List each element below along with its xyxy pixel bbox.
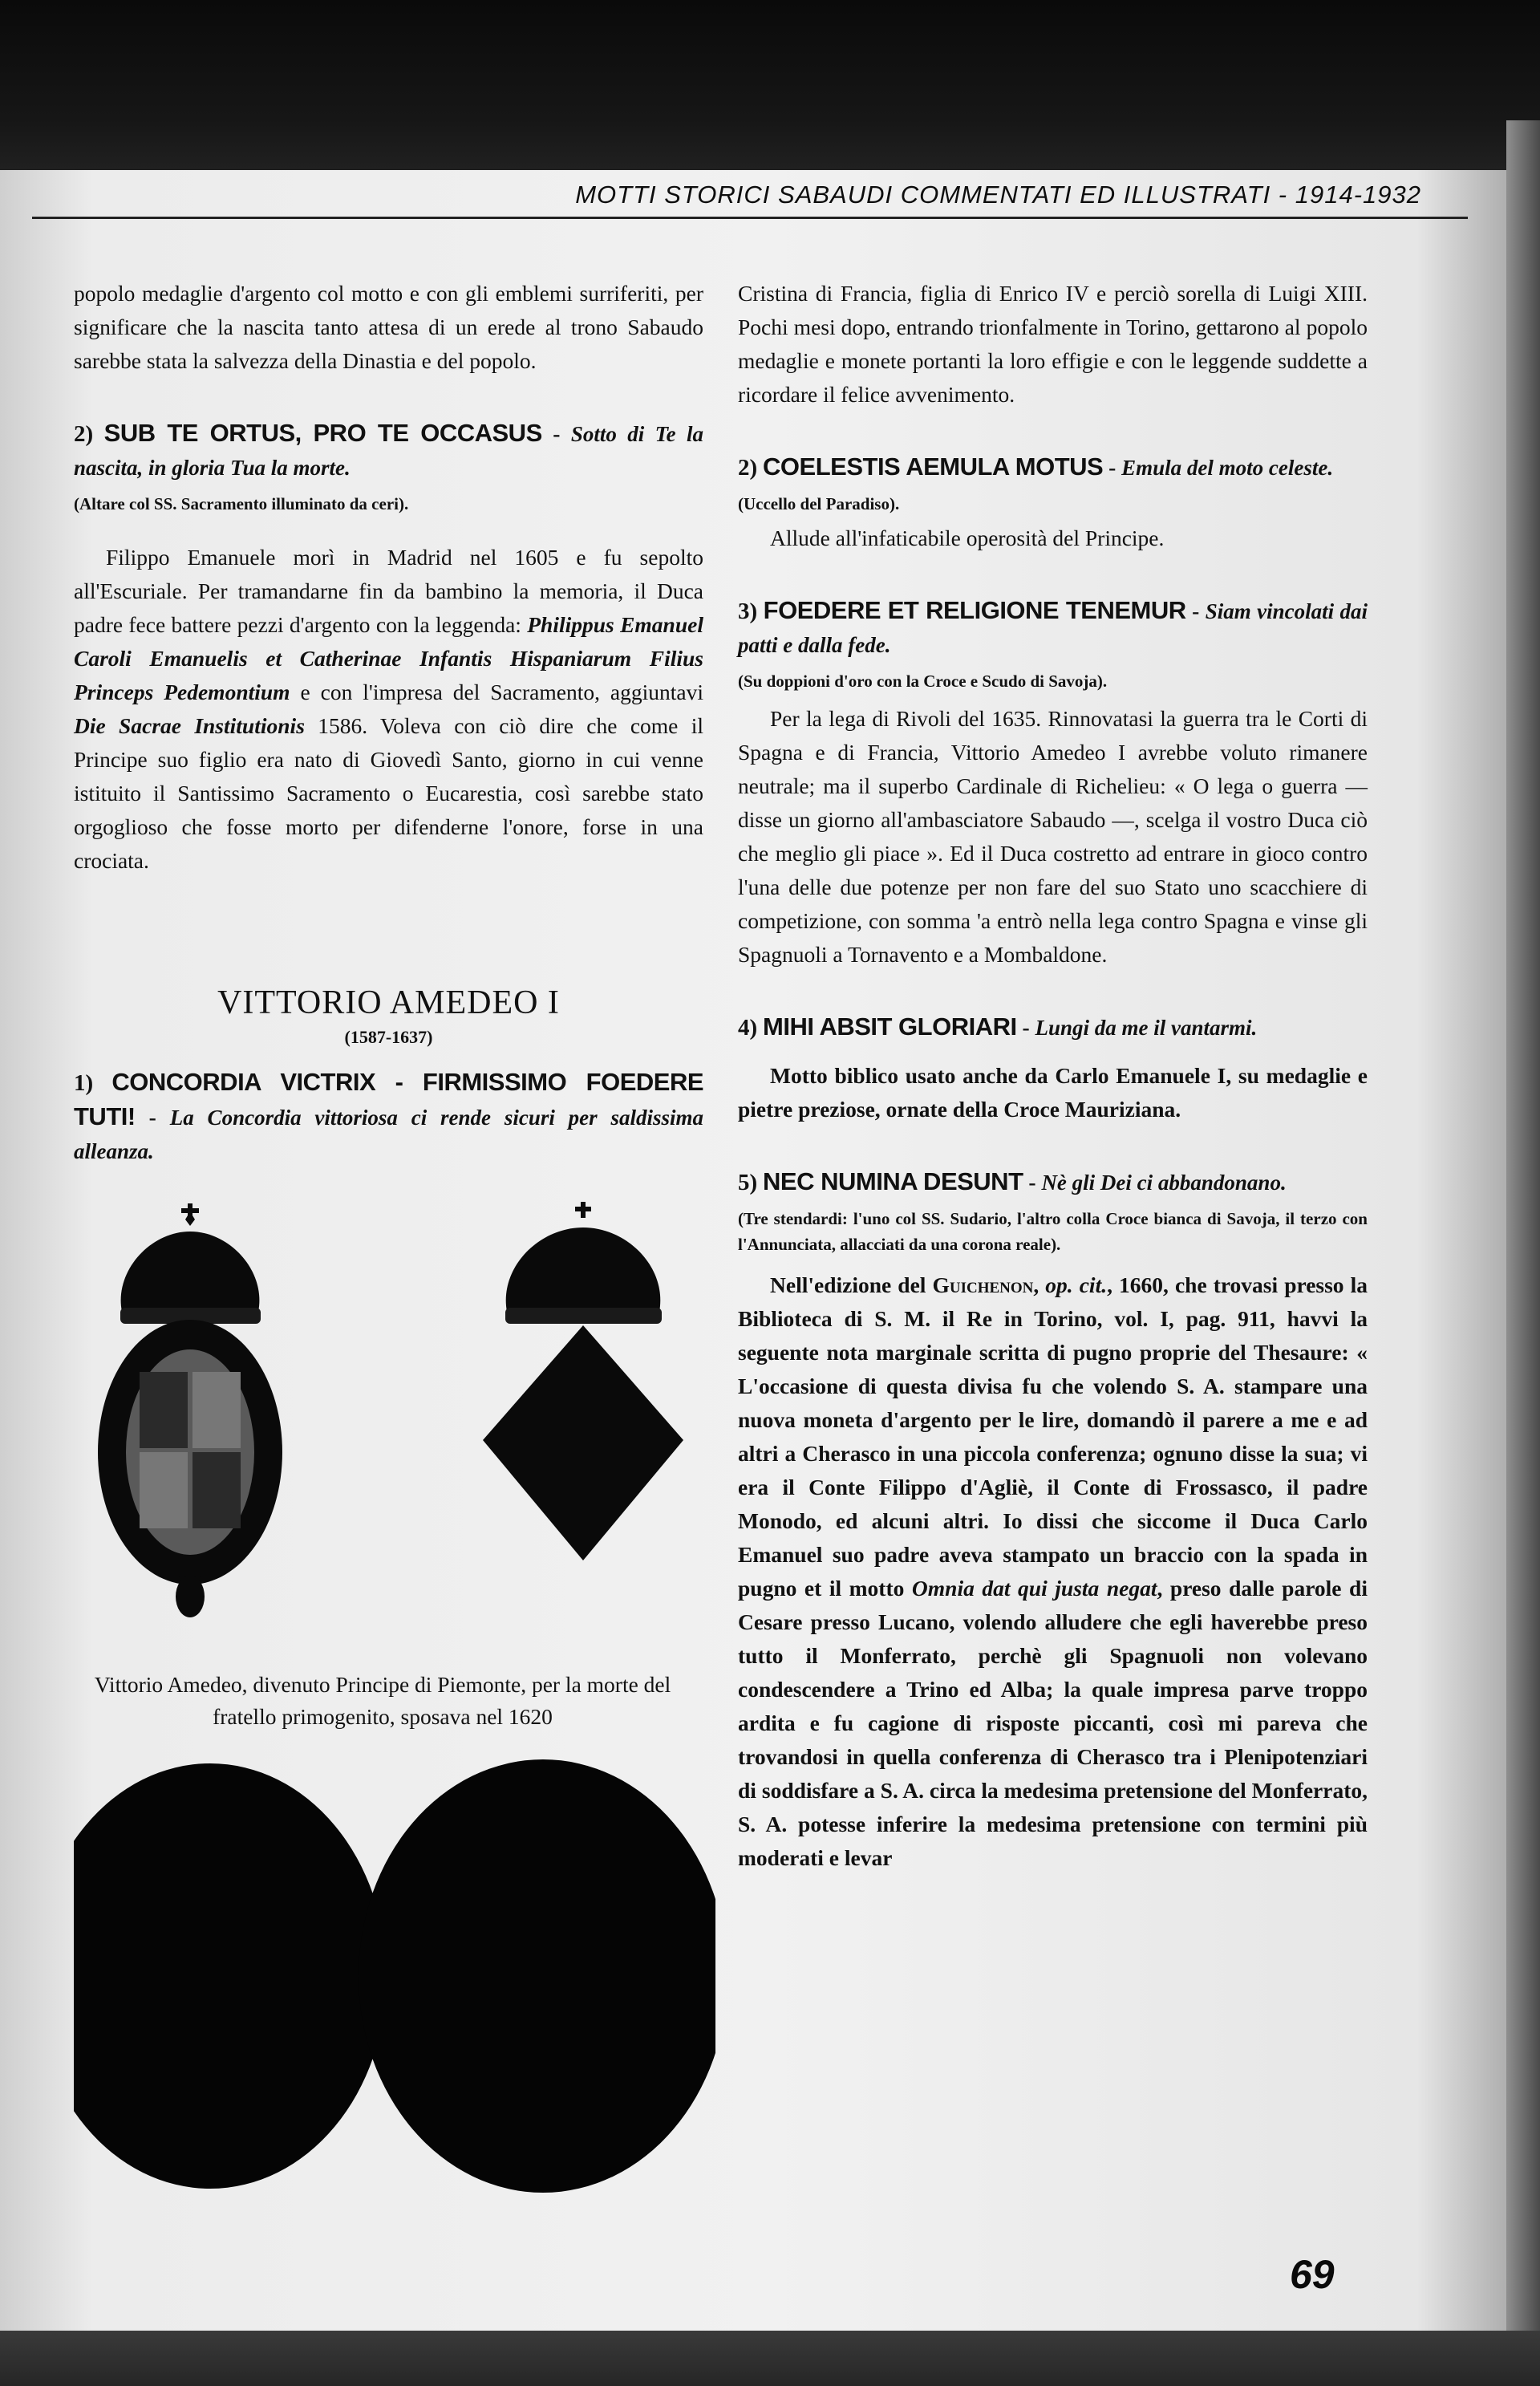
right-scan-edge — [1506, 120, 1540, 2335]
motto-heading-mihi-absit: 4) MIHI ABSIT GLORIARI - Lungi da me il vantarmi. — [738, 1012, 1258, 1041]
motto-translation: Nè gli Dei ci abbandonano. — [1041, 1171, 1287, 1195]
motto-heading-foedere: 3) FOEDERE ET RELIGIONE TENEMUR - Siam vincolati dai patti e dalla fede. — [738, 596, 1368, 657]
header-rule — [32, 217, 1468, 219]
right-intro-paragraph: Cristina di Francia, figlia di Enrico IV e perciò sorella di Luigi XIII. Pochi mesi dopo, entrando trionfalmente in Torino, gettarono al popolo medaglie e monete portanti la loro effigie e con le leggende suddette a ricordare il felice avvenimento. — [738, 281, 1368, 407]
motto-note: (Uccello del Paradiso). — [738, 494, 900, 513]
bottom-scan-border — [0, 2331, 1540, 2386]
page-number: 69 — [1290, 2252, 1335, 2297]
motto-translation: La Concordia vittoriosa ci rende sicuri per saldissima alleanza. — [74, 1106, 703, 1163]
motto-translation: Siam vincolati dai patti e dalla fede. — [738, 599, 1368, 657]
right-column — [738, 277, 1368, 2299]
motto-latin: CONCORDIA VICTRIX - FIRMISSIMO FOEDERE TUTI! — [74, 1068, 704, 1130]
motto-note: (Tre stendardi: l'uno col SS. Sudario, l'altro colla Croce bianca di Savoja, il terzo con l'Annunciata, allacciati da una corona reale). — [738, 1209, 1368, 1254]
section-dates: (1587-1637) — [344, 1027, 433, 1047]
left-intro-paragraph: popolo medaglie d'argento col motto e con gli emblemi surriferiti, per significare che la nascita tanto attesa di un erede al trono Sabaudo sarebbe stata la salvezza della Dinastia e del popolo. — [74, 281, 703, 373]
motto-latin: NEC NUMINA DESUNT — [763, 1167, 1023, 1195]
emblem-svg — [74, 1195, 703, 1645]
motto-translation: Emula del moto celeste. — [1121, 456, 1334, 480]
right-paragraph-mihi-absit: Motto biblico usato anche da Carlo Emanuele I, su medaglie e pietre preziose, ornate della Croce Mauriziana. — [738, 1063, 1368, 1122]
illustration-caption: Vittorio Amedeo, divenuto Principe di Piemonte, per la morte del fratello primogenito, sposava nel 1620 — [94, 1672, 671, 1729]
top-scan-border — [0, 0, 1540, 170]
motto-heading-coelestis: 2) COELESTIS AEMULA MOTUS - Emula del moto celeste. — [738, 452, 1334, 481]
left-body-paragraph: Filippo Emanuele morì in Madrid nel 1605 e fu sepolto all'Escuriale. Per tramandarne fin da bambino la memoria, il Duca padre fece battere pezzi d'argento con la leggenda: Philippus Emanuel Caroli Emanuelis et Catherinae Infantis Hispaniarum Filius Princeps Pedemontium e con l'impresa del Sacramento, aggiuntavi Die Sacrae Institutionis 1586. Voleva con ciò dire che come il Principe suo figlio era nato di Giovedì Santo, giorno in cui venne istituito il Santissimo Sacramento o Eucarestia, così sarebbe stato orgoglioso che fosse morto per difenderne l'onore, forse in una crociata. — [74, 545, 704, 873]
emblem-illustrations — [74, 1195, 703, 1645]
right-paragraph-coelestis: Allude all'infaticabile operosità del Principe. — [770, 525, 1165, 550]
motto-latin: COELESTIS AEMULA MOTUS — [763, 452, 1104, 481]
motto-heading-nec-numina: 5) NEC NUMINA DESUNT - Nè gli Dei ci abbandonano. — [738, 1167, 1287, 1195]
motto-note: (Altare col SS. Sacramento illuminato da ceri). — [74, 494, 409, 513]
motto-note: (Su doppioni d'oro con la Croce e Scudo di Savoja). — [738, 672, 1108, 691]
motto-latin: MIHI ABSIT GLORIARI — [763, 1012, 1017, 1041]
medals-illustration — [74, 1743, 715, 2289]
right-paragraph-nec-numina: Nell'edizione del Guichenon, op. cit., 1660, che trovasi presso la Biblioteca di S. M. il Re in Torino, vol. I, pag. 911, havvi la seguente nota marginale scritta di pugno proprie del Thesaure: « L'occasione di questa divisa fu che volendo S. A. stampare una nuova moneta d'argento per le lire, domandò il parere a me e ad altri a Cherasco in una piccola conferenza; ognuno disse la sua; vi era il Conte Filippo d'Agliè, il Conte di Frossasco, il padre Monodo, ed alcuni altri. Io dissi che siccome il Duca Carlo Emanuel suo padre aveva stampato un braccio con la spada in pugno et il motto Omnia dat qui justa negat, preso dalle parole di Cesare presso Lucano, volendo alludere che egli haverebbe preso tutto il Monferrato, perchè gli Spagnuoli non volevano condescendere a Trino ed Alba; la quale impresa parve troppo ardita e fu cagione di risposte piccanti, così mi pareva che trovandosi in quella conferenza di Cherasco tra i Plenipotenziari di soddisfare a S. A. circa la medesima pretensione del Monferrato, S. A. potesse inferire la medesima pretensione con termini più moderati e levar — [738, 1272, 1368, 1870]
crowned-lozenge-emblem — [483, 1202, 683, 1560]
motto-heading-sub-te-ortus: 2) SUB TE ORTUS, PRO TE OCCASUS - Sotto di Te la nascita, in gloria Tua la morte. — [74, 419, 703, 480]
motto-latin: FOEDERE ET RELIGIONE TENEMUR — [763, 596, 1186, 624]
motto-latin: SUB TE ORTUS, PRO TE OCCASUS — [103, 419, 542, 447]
motto-translation: Lungi da me il vantarmi. — [1035, 1016, 1258, 1040]
section-title: VITTORIO AMEDEO I — [217, 984, 560, 1021]
right-paragraph-foedere: Per la lega di Rivoli del 1635. Rinnovatasi la guerra tra le Corti di Spagna e di Francia, Vittorio Amedeo I avrebbe voluto rimanere neutrale; ma il superbo Cardinale di Richelieu: « O lega o guerra — disse un giorno all'ambasciatore Sabaudo —, scelga il vostro Duca ciò che meglio gli piace ». Ed il Duca costretto ad entrare in gioco contro l'una delle due potenze per non fare del suo Stato uno scacchiere di competizione, con somma 'a entrò nella lega contro Spagna e vinse gli Spagnuoli a Tornavento e a Mombaldone. — [738, 706, 1368, 967]
running-header: MOTTI STORICI SABAUDI COMMENTATI ED ILLUSTRATI - 1914-1932 — [575, 181, 1421, 209]
motto-translation: Sotto di Te la nascita, in gloria Tua la morte. — [74, 422, 703, 480]
medal-left — [74, 1763, 387, 2189]
medal-right — [359, 1759, 715, 2193]
motto-heading-concordia: 1) CONCORDIA VICTRIX - FIRMISSIMO FOEDERE TUTI! - La Concordia vittoriosa ci rende sicuri per saldissima alleanza. — [74, 1068, 704, 1163]
left-column — [74, 277, 703, 2299]
crowned-shield-emblem — [98, 1203, 282, 1617]
